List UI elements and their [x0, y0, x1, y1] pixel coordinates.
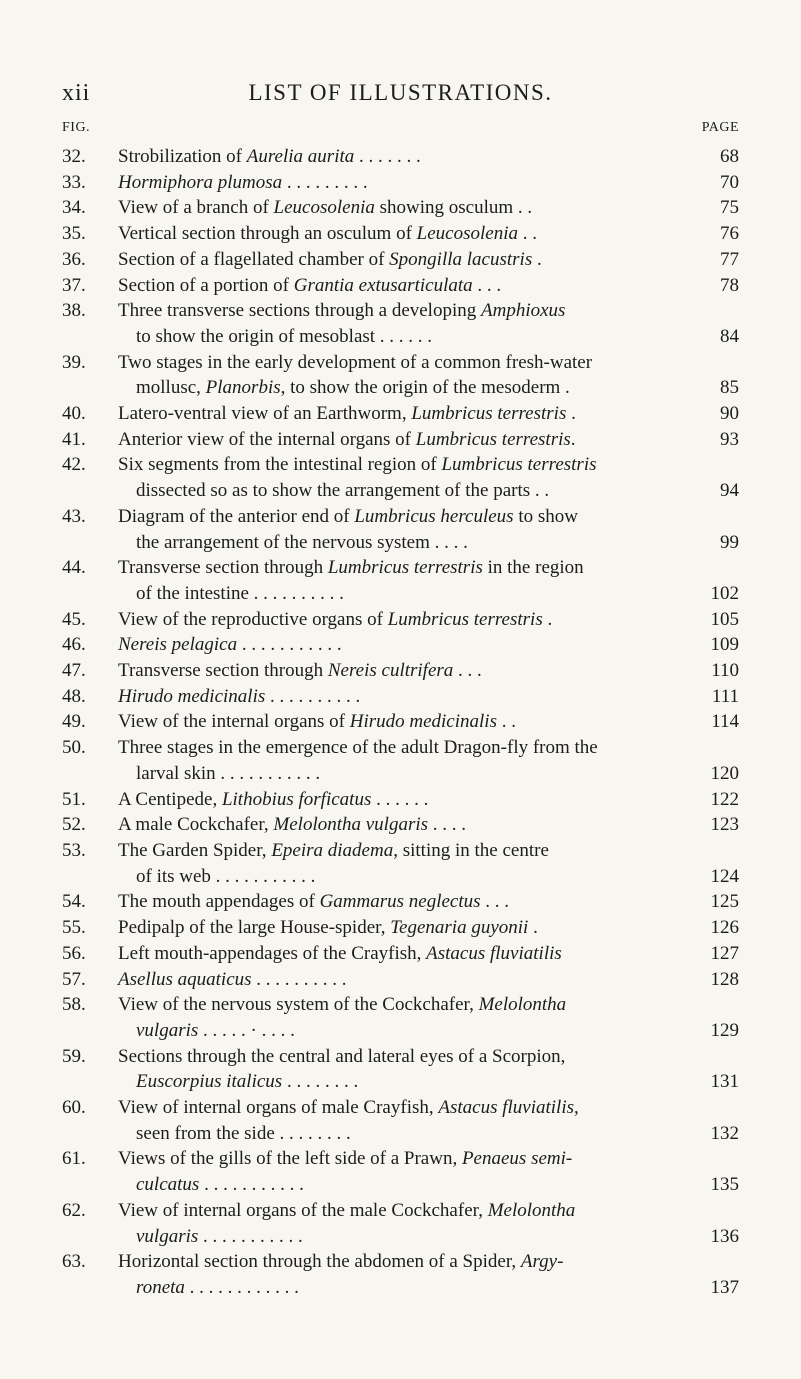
- figure-number: 41.: [62, 428, 86, 450]
- entry-caption-line: Strobilization of Aurelia aurita . . . . . . .: [118, 146, 421, 167]
- list-entry: [0, 607, 801, 633]
- entry-caption-line: the arrangement of the nervous system . . . .: [136, 531, 468, 553]
- figure-number: 36.: [62, 248, 86, 270]
- list-entry: [0, 273, 801, 299]
- list-entry: [0, 838, 801, 889]
- list-entry: [0, 992, 801, 1043]
- figure-number: 62.: [62, 1199, 86, 1221]
- page-column-heading: PAGE: [701, 120, 739, 135]
- figure-number: 63.: [62, 1251, 86, 1273]
- figure-number: 48.: [62, 685, 86, 707]
- list-entry: [0, 504, 801, 555]
- list-entry: [0, 170, 801, 196]
- entry-caption-line: vulgaris . . . . . · . . . .: [136, 1019, 295, 1041]
- page-number: 77: [720, 248, 739, 270]
- illustration-list: [0, 144, 801, 1301]
- figure-number: 37.: [62, 274, 86, 296]
- entry-caption-line: Pedipalp of the large House-spider, Tegenaria guyonii .: [118, 917, 538, 939]
- entry-caption-line: dissected so as to show the arrangement of the parts . .: [136, 480, 550, 502]
- page-number: 78: [720, 274, 739, 296]
- entry-caption-line: Left mouth-appendages of the Crayfish, Astacus fluviatilis: [118, 942, 562, 964]
- figure-number: 52.: [62, 814, 86, 836]
- page-number: 75: [720, 197, 739, 219]
- entry-caption-line: roneta . . . . . . . . . . . .: [136, 1276, 299, 1298]
- page-number: 122: [710, 788, 739, 810]
- fig-column-heading: FIG.: [62, 120, 91, 135]
- list-entry: [0, 812, 801, 838]
- entry-caption-line: Sections through the central and lateral eyes of a Scorpion,: [118, 1045, 566, 1067]
- page-number: 114: [711, 711, 739, 733]
- entry-caption-line: Six segments from the intestinal region of Lumbricus terrestris: [118, 454, 597, 476]
- page-number: 124: [710, 865, 739, 887]
- entry-caption-line: Transverse section through Lumbricus terrestris in the region: [118, 557, 584, 579]
- figure-number: 35.: [62, 223, 86, 245]
- page-number: 105: [710, 608, 739, 630]
- entry-caption-line: Three stages in the emergence of the adult Dragon-fly from the: [118, 737, 598, 759]
- page-number: 123: [710, 814, 739, 836]
- page-number: 109: [710, 634, 739, 656]
- entry-caption-line: Latero-ventral view of an Earthworm, Lumbricus terrestris .: [118, 403, 576, 425]
- entry-caption-line: Hormiphora plumosa . . . . . . . . .: [118, 171, 368, 193]
- entry-caption-line: View of the internal organs of Hirudo medicinalis . .: [118, 711, 516, 733]
- figure-number: 50.: [62, 737, 86, 759]
- list-entry: [0, 658, 801, 684]
- list-entry: [0, 967, 801, 993]
- figure-number: 51.: [62, 788, 86, 810]
- page-number: 111: [711, 685, 739, 707]
- entry-caption-line: The Garden Spider, Epeira diadema, sitting in the centre: [118, 839, 549, 861]
- entry-caption-line: larval skin . . . . . . . . . . .: [136, 762, 321, 784]
- entry-caption-line: The mouth appendages of Gammarus neglectus . . .: [118, 891, 510, 913]
- list-entry: [0, 735, 801, 786]
- page-number: 68: [720, 146, 739, 167]
- entry-caption-line: Two stages in the early development of a common fresh-water: [118, 351, 593, 373]
- page-number: 94: [720, 480, 739, 502]
- list-entry: [0, 1044, 801, 1095]
- figure-number: 38.: [62, 300, 86, 322]
- figure-number: 42.: [62, 454, 86, 476]
- page-number: 131: [710, 1071, 739, 1093]
- list-entry: [0, 427, 801, 453]
- list-entry: [0, 555, 801, 606]
- figure-number: 58.: [62, 994, 86, 1016]
- page-number: 102: [710, 582, 739, 604]
- entry-caption-line: Three transverse sections through a developing Amphioxus: [118, 300, 566, 322]
- page-number: 93: [720, 428, 739, 450]
- page-number: 135: [710, 1174, 739, 1196]
- list-entry: [0, 221, 801, 247]
- figure-number: 54.: [62, 891, 86, 913]
- page-number: 90: [720, 403, 739, 425]
- list-entry: [0, 787, 801, 813]
- page-number: 120: [710, 762, 739, 784]
- figure-number: 53.: [62, 839, 86, 861]
- list-entry: [0, 350, 801, 401]
- page-number: 127: [710, 942, 739, 964]
- page-number: 126: [710, 917, 739, 939]
- list-entry: [0, 452, 801, 503]
- entry-caption-line: A male Cockchafer, Melolontha vulgaris . . . .: [118, 814, 467, 836]
- entry-caption-line: Section of a portion of Grantia extusarticulata . . .: [118, 274, 502, 296]
- entry-caption-line: Views of the gills of the left side of a Prawn, Penaeus semi-: [118, 1148, 573, 1170]
- figure-number: 43.: [62, 505, 86, 527]
- entry-caption-line: View of internal organs of male Crayfish, Astacus fluviatilis,: [118, 1097, 579, 1119]
- page-number: 125: [710, 891, 739, 913]
- figure-number: 59.: [62, 1045, 86, 1067]
- list-entry: [0, 941, 801, 967]
- entry-caption-line: to show the origin of mesoblast . . . . . .: [136, 325, 433, 347]
- list-entry: [0, 889, 801, 915]
- running-title: LIST OF ILLUSTRATIONS.: [248, 80, 553, 105]
- figure-number: 56.: [62, 942, 86, 964]
- list-entry: [0, 247, 801, 273]
- list-entry: [0, 1198, 801, 1249]
- figure-number: 40.: [62, 403, 86, 425]
- list-entry: [0, 144, 801, 170]
- entry-caption-line: of the intestine . . . . . . . . . .: [136, 582, 344, 604]
- figure-number: 44.: [62, 557, 86, 579]
- page-number: 129: [710, 1019, 739, 1041]
- entry-caption-line: View of the nervous system of the Cockchafer, Melolontha: [118, 994, 567, 1016]
- entry-caption-line: Nereis pelagica . . . . . . . . . . .: [118, 634, 342, 656]
- figure-number: 32.: [62, 146, 86, 167]
- entry-caption-line: mollusc, Planorbis, to show the origin of the mesoderm .: [136, 377, 570, 399]
- entry-caption-line: Vertical section through an osculum of Leucosolenia . .: [118, 223, 537, 245]
- entry-caption-line: Euscorpius italicus . . . . . . . .: [136, 1071, 359, 1093]
- list-entry: [0, 684, 801, 710]
- list-entry: [0, 632, 801, 658]
- page-folio: xii: [62, 80, 91, 106]
- page-number: 132: [710, 1122, 739, 1144]
- entry-caption-line: Diagram of the anterior end of Lumbricus herculeus to show: [118, 505, 578, 527]
- page-header: [0, 80, 801, 110]
- figure-number: 57.: [62, 968, 86, 990]
- entry-caption-line: View of internal organs of the male Cockchafer, Melolontha: [118, 1199, 576, 1221]
- page-number: 84: [720, 325, 739, 347]
- entry-caption-line: Anterior view of the internal organs of Lumbricus terrestris.: [118, 428, 576, 450]
- entry-caption-line: Horizontal section through the abdomen of a Spider, Argy-: [118, 1251, 564, 1273]
- list-entry: [0, 1146, 801, 1197]
- page-number: 70: [720, 171, 739, 193]
- page-number: 76: [720, 223, 739, 245]
- entry-caption-line: culcatus . . . . . . . . . . .: [136, 1174, 304, 1196]
- entry-caption-line: View of the reproductive organs of Lumbricus terrestris .: [118, 608, 553, 630]
- list-entry: [0, 298, 801, 349]
- entry-caption-line: Hirudo medicinalis . . . . . . . . . .: [118, 685, 361, 707]
- list-entry: [0, 401, 801, 427]
- list-entry: [0, 195, 801, 221]
- entry-caption-line: seen from the side . . . . . . . .: [136, 1122, 351, 1144]
- figure-number: 49.: [62, 711, 86, 733]
- list-entry: [0, 1095, 801, 1146]
- entry-caption-line: Asellus aquaticus . . . . . . . . . .: [118, 968, 347, 990]
- entry-caption-line: vulgaris . . . . . . . . . . .: [136, 1225, 303, 1247]
- list-entry: [0, 915, 801, 941]
- page-number: 128: [710, 968, 739, 990]
- figure-number: 61.: [62, 1148, 86, 1170]
- entry-caption-line: View of a branch of Leucosolenia showing osculum . .: [118, 197, 533, 219]
- figure-number: 34.: [62, 197, 86, 219]
- page-number: 110: [711, 660, 739, 682]
- figure-number: 46.: [62, 634, 86, 656]
- list-entry: [0, 709, 801, 735]
- entry-caption-line: A Centipede, Lithobius forficatus . . . . . .: [118, 788, 429, 810]
- entry-caption-line: Transverse section through Nereis cultrifera . . .: [118, 660, 482, 682]
- figure-number: 55.: [62, 917, 86, 939]
- page-number: 99: [720, 531, 739, 553]
- list-entry: [0, 1249, 801, 1300]
- page-number: 137: [710, 1276, 739, 1298]
- figure-number: 47.: [62, 660, 86, 682]
- figure-number: 45.: [62, 608, 86, 630]
- figure-number: 60.: [62, 1097, 86, 1119]
- entry-caption-line: Section of a flagellated chamber of Spongilla lacustris .: [118, 248, 542, 270]
- entry-caption-line: of its web . . . . . . . . . . .: [136, 865, 316, 887]
- page-number: 85: [720, 377, 739, 399]
- figure-number: 39.: [62, 351, 86, 373]
- page-number: 136: [710, 1225, 739, 1247]
- figure-number: 33.: [62, 171, 86, 193]
